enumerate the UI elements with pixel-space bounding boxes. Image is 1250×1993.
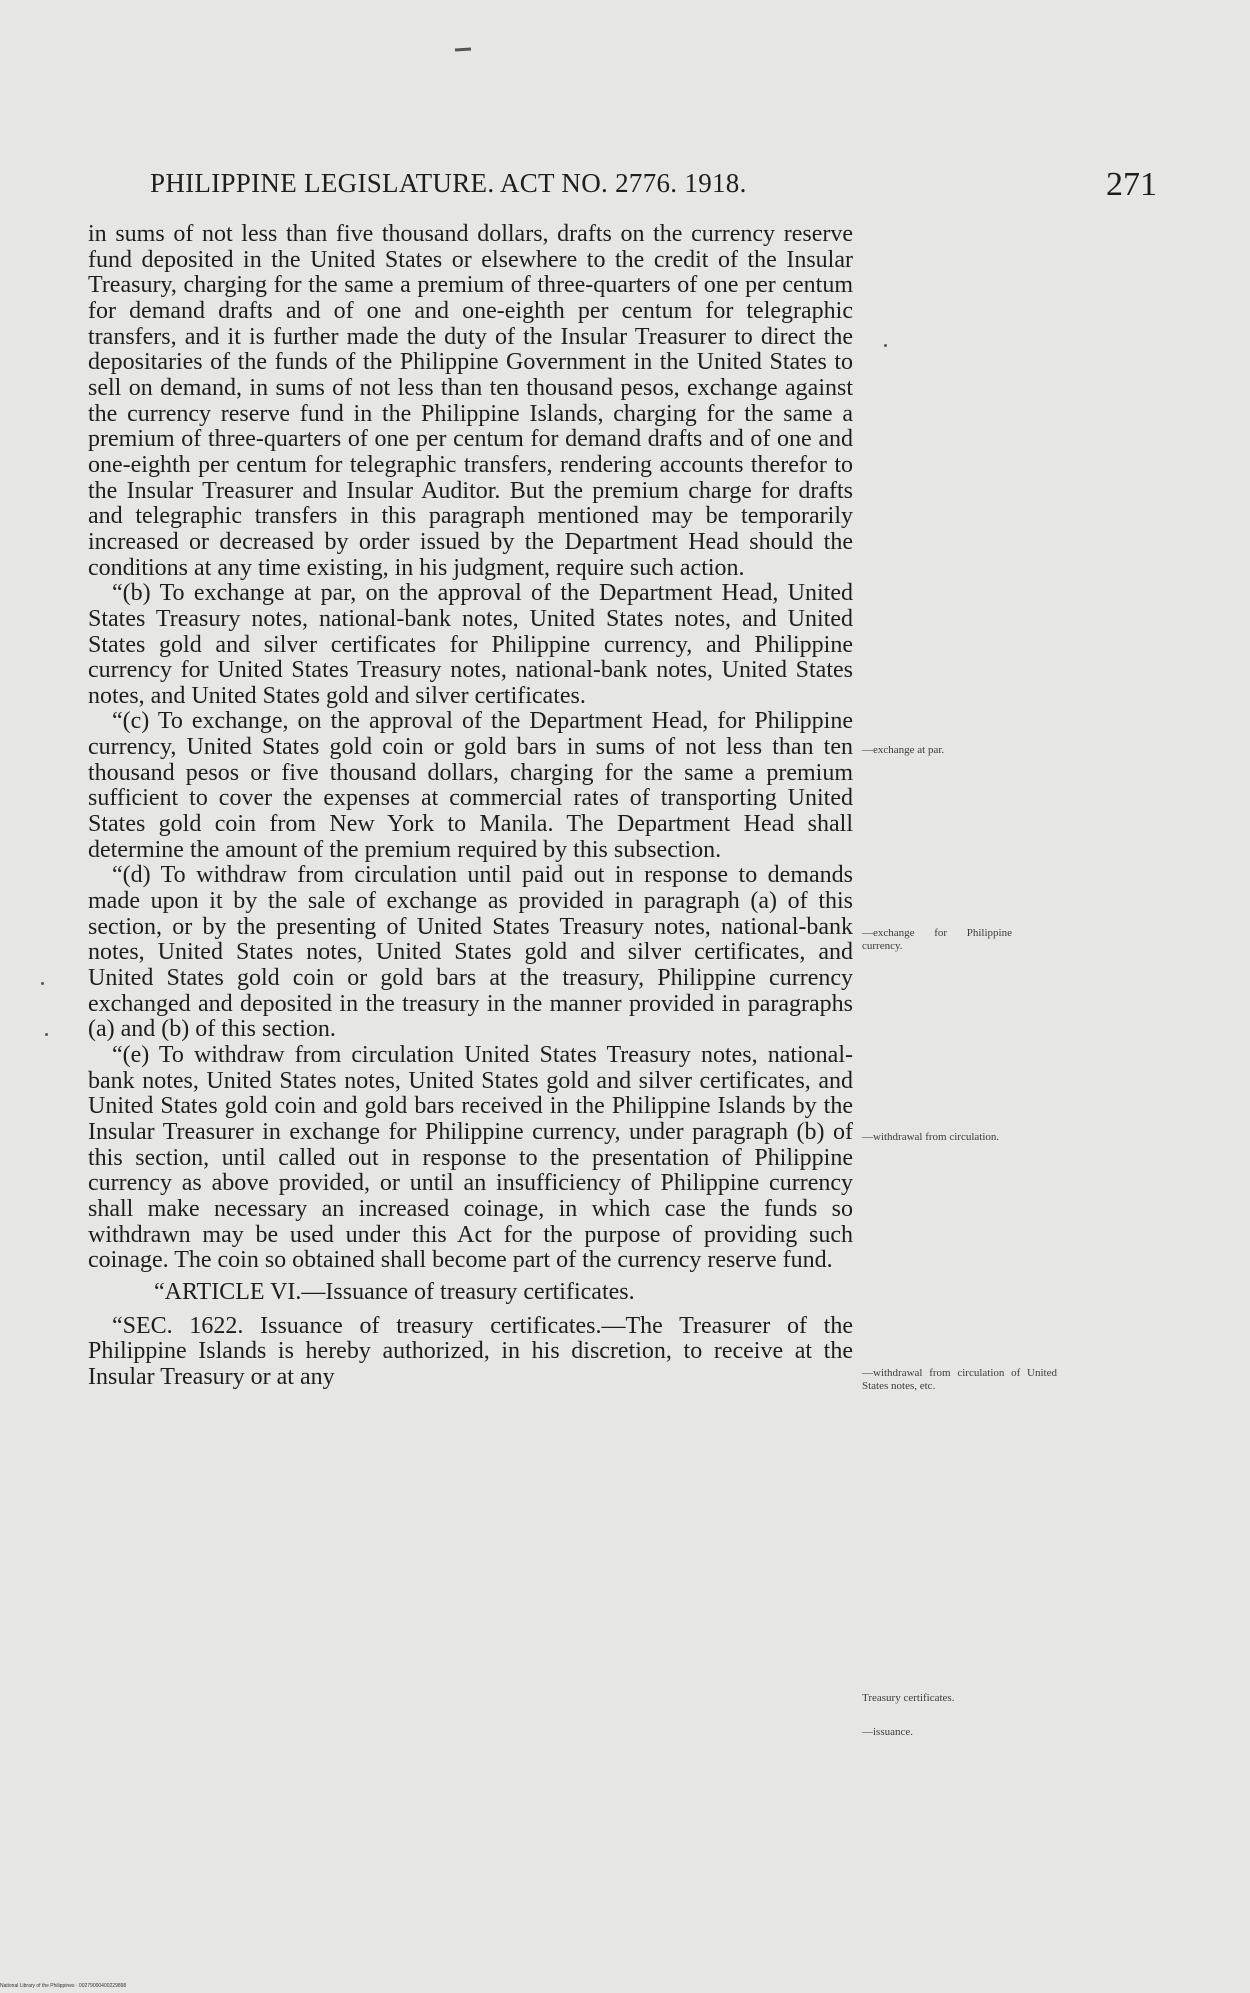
paragraph-e: “(e) To withdraw from circulation United States Treasury notes, national-bank notes, United States notes, United States gold and silver certificates, and United States gold coin and gold bars received in the Philippine Islands by the Insular Treasurer in exchange for Philippine currency, under paragraph (b) of this section, until called out in response to the presentation of Philippine currency as above provided, or until an insufficiency of Philippine currency shall make necessary an increased coinage, in which case the funds so withdrawn may be used under this Act for the purpose of providing such coinage. The coin so obtained shall become part of the currency reserve fund. — [88, 1042, 853, 1274]
margin-note-exchange-philippine-currency: —exchange for Philippine currency. — [862, 927, 1012, 952]
page-number: 271 — [1106, 166, 1157, 203]
margin-note-issuance: —issuance. — [862, 1726, 914, 1738]
article-heading: “ARTICLE VI.—Issuance of treasury certificates. — [154, 1278, 635, 1305]
margin-note-withdrawal-us-notes: —withdrawal from circulation of United States notes, etc. — [862, 1367, 1057, 1392]
scan-speck — [45, 1033, 48, 1036]
paragraph-d: “(d) To withdraw from circulation until paid out in response to demands made upon it by the sale of exchange as provided in paragraph (a) of this section, or by the presenting of United States Treasury notes, national-bank notes, United States notes, United States gold and silver certificates, and United States gold coin or gold bars at the treasury, Philippine currency exchanged and deposited in the treasury in the manner provided in paragraphs (a) and (b) of this section. — [88, 862, 853, 1043]
paragraph-b: “(b) To exchange at par, on the approval of the Department Head, United States Treasury notes, national-bank notes, United States notes, and United States gold and silver certificates for Philippine currency, and Philippine currency for United States Treasury notes, national-bank notes, United States notes, and United States gold and silver certificates. — [88, 580, 853, 709]
scan-speck — [41, 982, 44, 985]
body-text — [88, 222, 853, 1391]
footer-credit: National Library of the Philippines · 00279000400229898 — [0, 1983, 127, 1989]
paragraph-c: “(c) To exchange, on the approval of the Department Head, for Philippine currency, United States gold coin or gold bars in sums of not less than ten thousand pesos or five thousand dollars, charging for the same a premium sufficient to cover the expenses at commercial rates of transporting United States gold coin from New York to Manila. The Department Head shall determine the amount of the premium required by this subsection. — [88, 708, 853, 863]
running-header: PHILIPPINE LEGISLATURE. ACT NO. 2776. 1918. — [150, 168, 747, 198]
scan-speck — [884, 344, 887, 347]
margin-note-exchange-at-par: —exchange at par. — [862, 744, 945, 756]
scan-mark — [455, 47, 471, 51]
section-1622: “SEC. 1622. Issuance of treasury certificates.—The Treasurer of the Philippine Islands is hereby authorized, in his discretion, to receive at the Insular Treasury or at any — [88, 1312, 853, 1390]
margin-note-treasury-certificates: Treasury certificates. — [862, 1692, 955, 1704]
paragraph-continuation: in sums of not less than five thousand dollars, drafts on the currency reserve fund deposited in the United States or elsewhere to the credit of the Insular Treasury, charging for the same a premium of three-quarters of one per centum for demand drafts and of one and one-eighth per centum for telegraphic transfers, and it is further made the duty of the Insular Treasurer to direct the depositaries of the funds of the Philippine Government in the United States to sell on demand, in sums of not less than ten thousand pesos, exchange against the currency reserve fund in the Philippine Islands, charging for the same a premium of three-quarters of one per centum for demand drafts and of one and one-eighth per centum for telegraphic transfers, rendering accounts therefor to the Insular Treasurer and Insular Auditor. But the premium charge for drafts and telegraphic transfers in this paragraph mentioned may be temporarily increased or decreased by order issued by the Department Head should the conditions at any time existing, in his judgment, require such action. — [88, 221, 853, 581]
margin-note-withdrawal: —withdrawal from circulation. — [862, 1131, 1000, 1143]
